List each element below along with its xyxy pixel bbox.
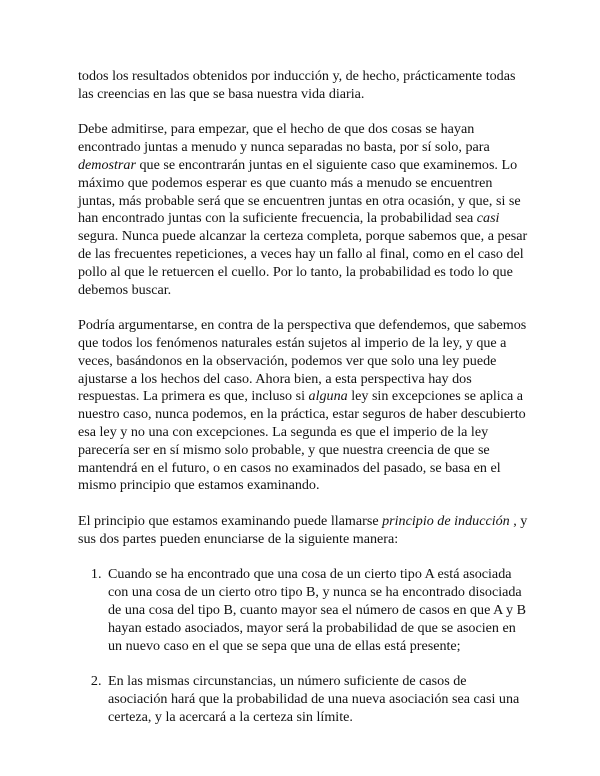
paragraph-1: todos los resultados obtenidos por inducción y, de hecho, prácticamente todas las creencias en las que se basa nuestra vida diaria. [78, 68, 516, 102]
principle-list [78, 566, 528, 726]
list-item: 2. En las mismas circunstancias, un número suficiente de casos de asociación hará que la probabilidad de una nueva asociación sea casi una certeza, y la acercará a la certeza sin límite. [105, 673, 528, 726]
emphasis-principio-de-induccion: principio de inducción [382, 512, 510, 529]
emphasis-alguna: alguna [308, 388, 348, 405]
list-item: 1. Cuando se ha encontrado que una cosa de un cierto tipo A está asociada con una cosa de un cierto otro tipo B, y nunca se ha encontrado disociada de una cosa del tipo B, cuanto mayor sea el número de casos en que A y B hayan estado asociados, mayor será la probabilidad de que se asocien en un nuevo caso en el que se sepa que una de ellas está presente; [105, 566, 528, 655]
paragraph-2: Debe admitirse, para empezar, que el hecho de que dos cosas se hayan encontrado juntas a menudo y nunca separadas no basta, por sí solo, para demostrar que se encontrarán juntas en el siguiente caso que examinemos. Lo máximo que podemos esperar es que cuanto más a menudo se encuentren juntas, más probable será que se encuentren juntas en otra ocasión, y que, si se han encontrado juntas con la suficiente frecuencia, la probabilidad sea casi segura. Nunca puede alcanzar la certeza completa, porque sabemos que, a pesar de las frecuentes repeticiones, a veces hay un fallo al final, como en el caso del pollo al que le retuercen el cuello. Por lo tanto, la probabilidad es todo lo que debemos buscar. [78, 121, 528, 298]
document-page [78, 68, 528, 744]
paragraph-3: Podría argumentarse, en contra de la perspectiva que defendemos, que sabemos que todos los fenómenos naturales están sujetos al imperio de la ley, y que a veces, basándonos en la observación, podemos ver que solo una ley puede ajustarse a los hechos del caso. Ahora bien, a esta perspectiva hay dos respuestas. La primera es que, incluso si alguna ley sin excepciones se aplica a nuestro caso, nunca podemos, en la práctica, estar seguros de haber descubierto esa ley y no una con excepciones. La segunda es que el imperio de la ley parecería ser en sí mismo solo probable, y que nuestra creencia de que se mantendrá en el futuro, o en casos no examinados del pasado, se basa en el mismo principio que estamos examinando. [78, 317, 527, 494]
emphasis-casi: casi [476, 210, 500, 227]
paragraph-4: El principio que estamos examinando puede llamarse principio de inducción , y sus dos partes pueden enunciarse de la siguiente manera: [78, 512, 528, 547]
emphasis-demostrar: demostrar [78, 156, 136, 173]
